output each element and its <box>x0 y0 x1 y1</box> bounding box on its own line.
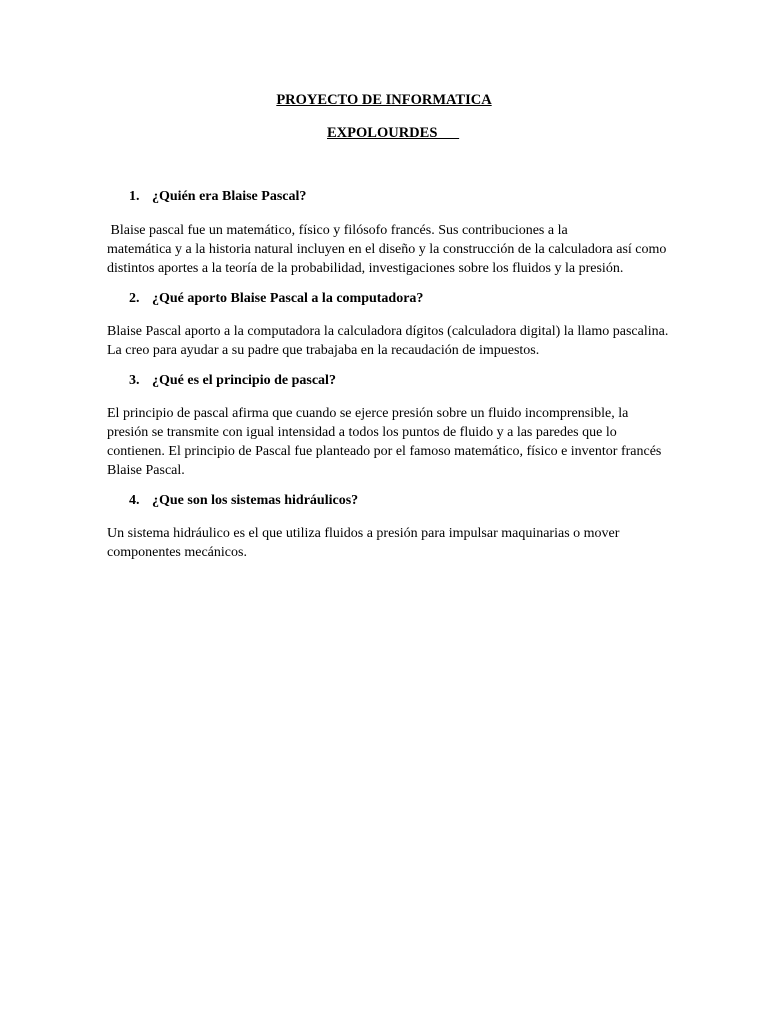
document-title: PROYECTO DE INFORMATICA <box>276 92 492 108</box>
answer-line: distintos aportes a la teoría de la probabilidad, investigaciones sobre los fluidos y la presión. <box>107 261 624 276</box>
answer-line: Blaise Pascal. <box>107 463 185 478</box>
question-text: ¿Quién era Blaise Pascal? <box>152 189 307 204</box>
question-4 <box>129 493 358 509</box>
answer-line: contienen. El principio de Pascal fue planteado por el famoso matemático, físico e inventor francés <box>107 444 662 459</box>
answer-line: Blaise pascal fue un matemático, físico y filósofo francés. Sus contribuciones a la <box>107 223 568 238</box>
question-3 <box>129 373 336 389</box>
question-number: 4. <box>129 493 140 508</box>
question-text: ¿Que son los sistemas hidráulicos? <box>152 493 359 508</box>
question-text: ¿Qué aporto Blaise Pascal a la computadora? <box>152 291 424 306</box>
answer-4 <box>107 524 667 562</box>
question-number: 1. <box>129 189 140 204</box>
answer-line: El principio de pascal afirma que cuando se ejerce presión sobre un fluido incomprensible, la <box>107 406 629 421</box>
answer-line: La creo para ayudar a su padre que trabajaba en la recaudación de impuestos. <box>107 343 540 358</box>
answer-line: componentes mecánicos. <box>107 545 247 560</box>
question-number: 3. <box>129 373 140 388</box>
answer-1 <box>107 221 667 278</box>
answer-line: matemática y a la historia natural incluyen en el diseño y la construcción de la calculadora así como <box>107 242 667 257</box>
question-1 <box>129 189 306 205</box>
answer-line: presión se transmite con igual intensidad a todos los puntos de fluido y a las paredes que lo <box>107 425 617 440</box>
question-number: 2. <box>129 291 140 306</box>
answer-3 <box>107 404 667 480</box>
document-subtitle: EXPOLOURDES <box>327 125 460 141</box>
answer-line: Un sistema hidráulico es el que utiliza fluidos a presión para impulsar maquinarias o mover <box>107 526 620 541</box>
answer-line: Blaise Pascal aporto a la computadora la calculadora dígitos (calculadora digital) la llamo pascalina. <box>107 324 669 339</box>
question-2 <box>129 291 423 307</box>
answer-2 <box>107 322 667 360</box>
question-text: ¿Qué es el principio de pascal? <box>152 373 336 388</box>
